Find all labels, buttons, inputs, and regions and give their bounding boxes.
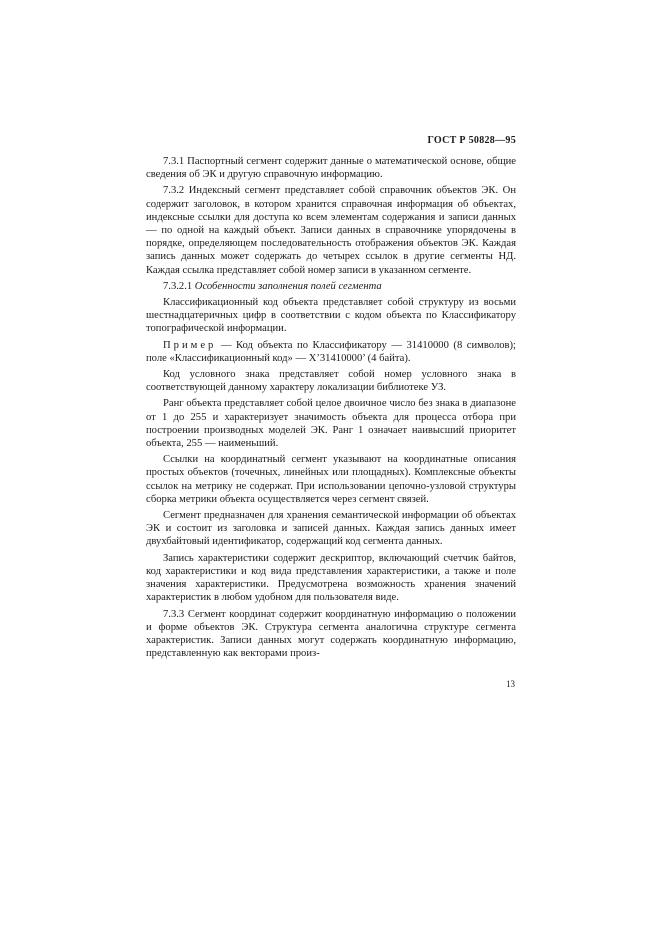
paragraph-7-3-2-1 bbox=[146, 280, 516, 293]
section-title: Особенности заполнения полей сегмента bbox=[194, 280, 382, 292]
paragraph-object-rank: Ранг объекта представляет собой целое двоичное число без знака в диапазоне от 1 до 255 и характеризует значимость объекта для процесса отбора при построении производных моделей ЭК. Ранг 1 означает наивысший приоритет объекта, 255 — наименьший. bbox=[146, 398, 516, 450]
paragraph-semantic-segment: Сегмент предназначен для хранения семантической информации об объектах ЭК и состоит из заголовка и записей данных. Каждая запись данных имеет двухбайтовый идентификатор, содержащий код сегмента данных. bbox=[146, 510, 516, 548]
paragraph-characteristic-record: Запись характеристики содержит дескриптор, включающий счетчик байтов, код характеристики и код вида представления характеристики, а также и поле значения характеристики. Предусмотрена возможность хранения значений характеристик в любом удобном для пользователя виде. bbox=[146, 552, 516, 604]
paragraph-symbol-code: Код условного знака представляет собой номер условного знака в соответствующей данному характеру локализации библиотеке УЗ. bbox=[146, 369, 516, 394]
standard-header: ГОСТ Р 50828—95 bbox=[427, 135, 516, 146]
example-label: Пример bbox=[163, 339, 217, 351]
paragraph-7-3-2: 7.3.2 Индексный сегмент представляет собой справочник объектов ЭК. Он содержит заголовок, в котором хранится справочная информация об объектах, индексные ссылки для доступа ко всем элементам содержания и записи данных — по одной на каждый объект. Записи данных в справочнике упорядочены в порядке, определяющем последовательность отображения объектов ЭК. Каждая запись данных может содержать до четырех ссылок в другие сегменты НД. Каждая ссылка представляет собой номер записи в указанном сегменте. bbox=[146, 185, 516, 276]
paragraph-example bbox=[146, 339, 516, 365]
paragraph-classification-code: Классификационный код объекта представляет собой структуру из восьми шестнадцатеричных цифр в соответствии с кодом объекта по Классификатору топографической информации. bbox=[146, 297, 516, 335]
section-number: 7.3.2.1 bbox=[163, 280, 193, 292]
body-text bbox=[146, 155, 516, 663]
paragraph-coordinate-links: Ссылки на координатный сегмент указывают на координатные описания простых объектов (точечных, линейных или площадных). Комплексные объекты ссылок на метрику не содержат. При использовании цепочно-узловой структуры сборка метрики объекта осуществляется через сегмент связей. bbox=[146, 454, 516, 505]
paragraph-7-3-3: 7.3.3 Сегмент координат содержит координатную информацию о положении и форме объектов ЭК. Структура сегмента аналогична структуре сегмента характеристик. Записи данных могут содержать координатную информацию, представленную как векторами произ- bbox=[146, 608, 516, 660]
page-number: 13 bbox=[506, 679, 515, 689]
example-text: — Код объекта по Классификатору — 31410000 (8 символов); поле «Классификационный код» — X’31410000’ (4 байта). bbox=[146, 339, 516, 364]
paragraph-7-3-1: 7.3.1 Паспортный сегмент содержит данные о математической основе, общие сведения об ЭК и другую справочную информацию. bbox=[146, 156, 516, 181]
